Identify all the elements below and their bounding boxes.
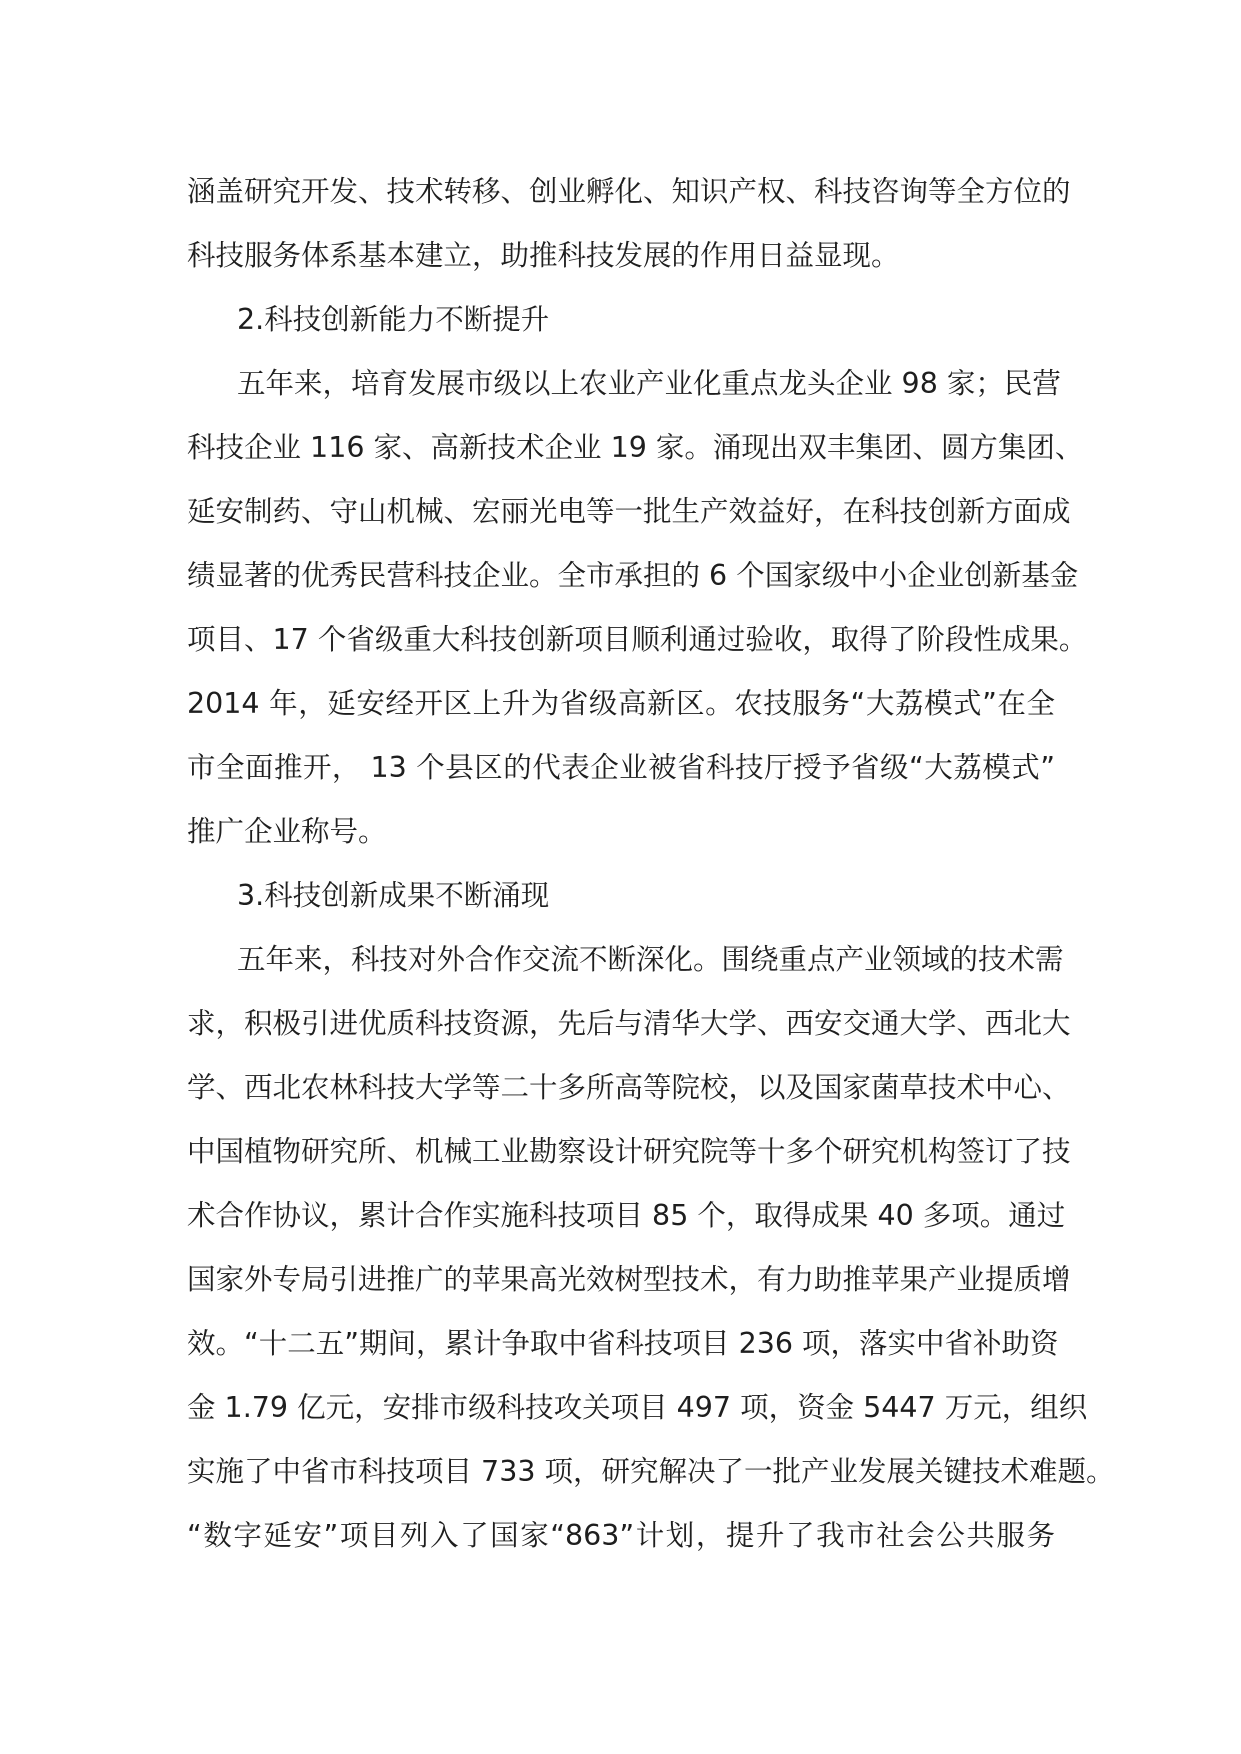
section-heading: 2.科技创新能力不断提升 [237,303,550,336]
document-body [187,160,1115,1568]
section-heading: 3.科技创新成果不断涌现 [237,879,550,912]
paragraph-line: 市全面推开， 13 个县区的代表企业被省科技厅授予省级“大荔模式” [187,751,1055,784]
paragraph-line: 项目、17 个省级重大科技创新项目顺利通过验收，取得了阶段性成果。 [187,623,1088,656]
paragraph-line: 延安制药、守山机械、宏丽光电等一批生产效益好，在科技创新方面成 [187,495,1071,528]
paragraph-first-line: 五年来，科技对外合作交流不断深化。围绕重点产业领域的技术需 [237,943,1064,976]
paragraph-line: 学、西北农林科技大学等二十多所高等院校，以及国家菌草技术中心、 [187,1071,1071,1104]
paragraph-line: 科技企业 116 家、高新技术企业 19 家。涌现出双丰集团、圆方集团、 [187,431,1084,464]
paragraph-line: 推广企业称号。 [187,815,387,848]
paragraph-line: 涵盖研究开发、技术转移、创业孵化、知识产权、科技咨询等全方位的 [187,175,1071,208]
paragraph-line: 术合作协议，累计合作实施科技项目 85 个，取得成果 40 多项。通过 [187,1199,1066,1232]
paragraph-line: “数字延安”项目列入了国家“863”计划，提升了我市社会公共服务 [187,1519,1055,1552]
paragraph-line: 绩显著的优秀民营科技企业。全市承担的 6 个国家级中小企业创新基金 [187,559,1079,592]
paragraph-line: 金 1.79 亿元，安排市级科技攻关项目 497 项，资金 5447 万元，组织 [187,1391,1088,1424]
paragraph-first-line: 五年来，培育发展市级以上农业产业化重点龙头企业 98 家；民营 [237,367,1061,400]
paragraph-line: 2014 年，延安经开区上升为省级高新区。农技服务“大荔模式”在全 [187,687,1055,720]
paragraph-line: 中国植物研究所、机械工业勘察设计研究院等十多个研究机构签订了技 [187,1135,1071,1168]
paragraph-line: 国家外专局引进推广的苹果高光效树型技术，有力助推苹果产业提质增 [187,1263,1071,1296]
paragraph-line: 求，积极引进优质科技资源，先后与清华大学、西安交通大学、西北大 [187,1007,1071,1040]
paragraph-line: 实施了中省市科技项目 733 项，研究解决了一批产业发展关键技术难题。 [187,1455,1115,1488]
paragraph-line: 科技服务体系基本建立，助推科技发展的作用日益显现。 [187,239,900,272]
paragraph-line: 效。“十二五”期间，累计争取中省科技项目 236 项，落实中省补助资 [187,1327,1059,1360]
